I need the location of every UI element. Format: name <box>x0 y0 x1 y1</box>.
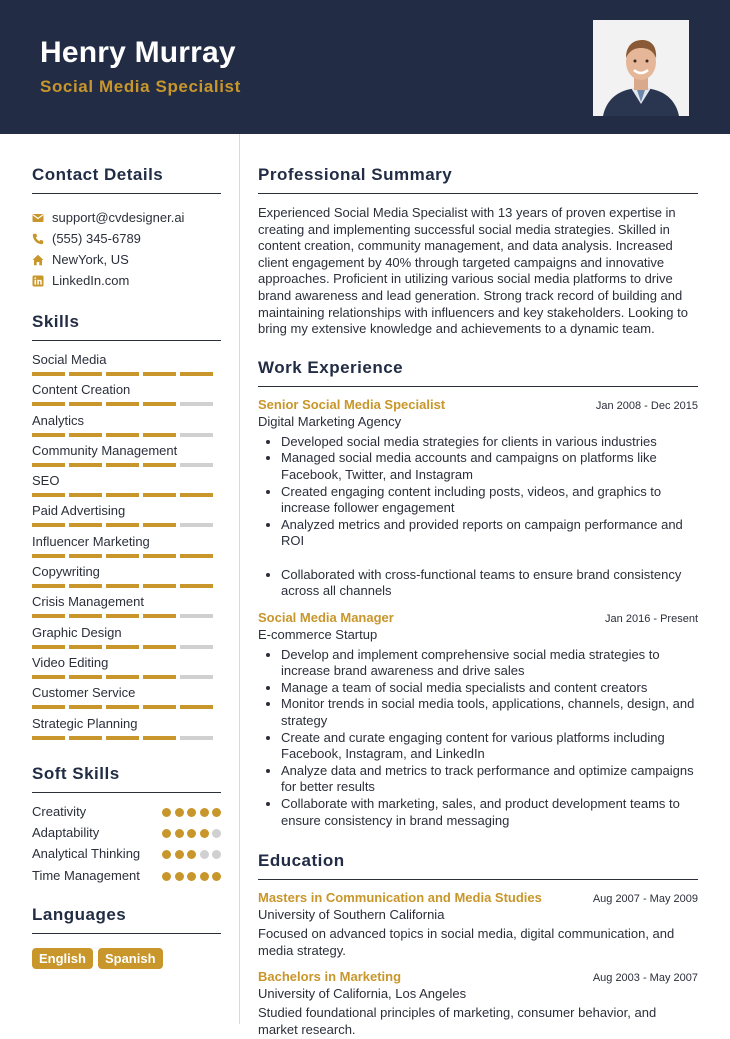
contact-phone-text: (555) 345-6789 <box>52 231 141 246</box>
job-entry <box>258 397 698 600</box>
rating-dot <box>162 829 171 838</box>
candidate-name: Henry Murray <box>40 36 236 69</box>
skill-level-segment <box>69 493 102 497</box>
skill-level-segment <box>180 523 213 527</box>
skill-level-bar <box>32 402 221 406</box>
soft-skill-rating <box>159 850 222 859</box>
rating-dot <box>212 829 221 838</box>
skill-label: Social Media <box>32 352 107 367</box>
soft-skill-label: Adaptability <box>32 824 100 840</box>
skill-level-segment <box>69 736 102 740</box>
skill-item <box>32 534 221 564</box>
contact-phone <box>32 228 221 249</box>
rating-dot <box>187 872 196 881</box>
skill-level-segment <box>106 493 139 497</box>
skill-level-bar <box>32 584 221 588</box>
skill-item <box>32 625 221 655</box>
rating-dot <box>162 850 171 859</box>
skill-level-segment <box>32 645 65 649</box>
skill-level-bar <box>32 554 221 558</box>
skill-level-segment <box>69 372 102 376</box>
skill-level-segment <box>143 705 176 709</box>
school-name: University of Southern California <box>258 907 445 923</box>
skill-level-segment <box>106 523 139 527</box>
skill-item <box>32 594 221 624</box>
soft-skills-list <box>32 804 221 884</box>
skill-level-segment <box>32 372 65 376</box>
skill-level-segment <box>69 584 102 588</box>
skill-level-segment <box>106 736 139 740</box>
job-bullet: • Develop and implement comprehensive social media strategies to increase brand awareness and drive sales <box>281 647 698 680</box>
skill-level-segment <box>143 675 176 679</box>
skill-item <box>32 443 221 473</box>
education-entry <box>258 890 698 959</box>
contact-linkedin <box>32 270 221 291</box>
skill-level-segment <box>180 614 213 618</box>
job-bullet: • Collaborated with cross-functional teams to ensure brand consistency across all channels <box>281 567 698 600</box>
education-dates: Aug 2007 - May 2009 <box>592 893 698 906</box>
job-bullets <box>258 434 698 600</box>
skill-label: Customer Service <box>32 685 136 701</box>
skill-level-segment <box>106 705 139 709</box>
language-badge: Spanish <box>98 948 163 969</box>
skill-level-segment <box>32 705 65 709</box>
language-badge: English <box>32 948 93 969</box>
skill-level-segment <box>180 705 213 709</box>
skill-level-bar <box>32 736 221 740</box>
soft-skill-item <box>32 846 221 862</box>
skill-level-segment <box>69 645 102 649</box>
job-bullet: • Monitor trends in social media tools, applications, channels, design, and strategy <box>281 696 698 729</box>
experience-heading: Work Experience <box>258 358 698 387</box>
skill-level-segment <box>143 645 176 649</box>
soft-skill-rating <box>159 808 222 817</box>
skill-level-segment <box>32 675 65 679</box>
soft-skills-heading: Soft Skills <box>32 764 221 793</box>
skill-level-segment <box>69 614 102 618</box>
rating-dot <box>162 872 171 881</box>
skill-level-segment <box>69 523 102 527</box>
rating-dot <box>175 872 184 881</box>
phone-icon <box>32 233 44 245</box>
skill-level-segment <box>32 584 65 588</box>
skill-level-segment <box>106 675 139 679</box>
skill-level-segment <box>69 433 102 437</box>
skill-item <box>32 655 221 685</box>
soft-skill-label: Analytical Thinking <box>32 845 141 861</box>
rating-dot <box>187 850 196 859</box>
education-dates: Aug 2003 - May 2007 <box>592 972 698 985</box>
candidate-role: Social Media Specialist <box>40 77 241 96</box>
right-column <box>258 134 698 1039</box>
skill-level-bar <box>32 433 221 437</box>
job-bullet: • Create and curate engaging content for various platforms including Facebook, Instagram, and LinkedIn <box>281 730 698 763</box>
skill-level-segment <box>143 402 176 406</box>
skill-level-segment <box>143 554 176 558</box>
skill-level-bar <box>32 614 221 618</box>
skill-level-segment <box>69 675 102 679</box>
summary-text: Experienced Social Media Specialist with 13 years of proven expertise in creating and implementing successful social media strategies. Skilled in content creation, community management, and data analysis. Increased client engagement by 40% through targeted campaigns and innovative approaches. Proficient in utilizing various social media platforms to drive brand awareness and lead generation. Strong track record of building and maintaining relationships with influencers and key stakeholders. Looking to bring my extensive knowledge and achievements to a dynamic team. <box>258 205 688 337</box>
job-company: Digital Marketing Agency <box>258 413 402 429</box>
job-dates: Jan 2008 - Dec 2015 <box>595 399 698 412</box>
contact-email-text[interactable]: support@cvdesigner.ai <box>52 210 185 225</box>
skill-label: Crisis Management <box>32 594 144 610</box>
job-bullet: • Developed social media strategies for clients in various industries <box>281 434 698 451</box>
rating-dot <box>212 808 221 817</box>
skill-level-segment <box>106 463 139 467</box>
home-icon <box>32 254 44 266</box>
job-dates: Jan 2016 - Present <box>605 612 698 625</box>
job-bullet: • Collaborate with marketing, sales, and product development teams to ensure consistency in brand messaging <box>281 796 698 829</box>
job-bullets <box>258 647 698 830</box>
job-bullet: • Manage a team of social media specialists and content creators <box>281 680 698 697</box>
skill-item <box>32 352 221 382</box>
rating-dot <box>212 850 221 859</box>
languages-list <box>32 948 221 969</box>
skill-level-segment <box>106 584 139 588</box>
skill-level-segment <box>32 402 65 406</box>
soft-skill-rating <box>159 872 222 881</box>
rating-dot <box>200 829 209 838</box>
skill-item <box>32 473 221 503</box>
skill-level-segment <box>143 372 176 376</box>
skill-level-segment <box>106 402 139 406</box>
envelope-icon <box>32 212 44 224</box>
skill-level-segment <box>32 554 65 558</box>
skill-item <box>32 382 221 412</box>
rating-dot <box>175 829 184 838</box>
rating-dot <box>175 850 184 859</box>
languages-heading: Languages <box>32 905 221 934</box>
skill-level-segment <box>143 463 176 467</box>
contact-heading: Contact Details <box>32 165 221 194</box>
skill-level-segment <box>180 554 213 558</box>
skills-heading: Skills <box>32 312 221 341</box>
rating-dot <box>212 872 221 881</box>
skill-item <box>32 564 221 594</box>
education-entry <box>258 969 698 1038</box>
skill-level-bar <box>32 493 221 497</box>
skill-level-segment <box>180 493 213 497</box>
rating-dot <box>187 829 196 838</box>
contact-linkedin-text[interactable]: LinkedIn.com <box>52 273 130 288</box>
education-description: Focused on advanced topics in social media, digital communication, and media strategy. <box>258 926 675 958</box>
skill-level-segment <box>32 614 65 618</box>
soft-skill-label: Creativity <box>32 803 87 819</box>
profile-photo <box>593 20 689 116</box>
skill-label: Video Editing <box>32 654 109 670</box>
skill-item <box>32 503 221 533</box>
skill-level-segment <box>69 705 102 709</box>
job-bullet: • Created engaging content including posts, videos, and graphics to increase follower engagement <box>281 484 698 517</box>
skill-item <box>32 413 221 443</box>
skill-level-segment <box>32 736 65 740</box>
linkedin-icon <box>32 275 44 287</box>
skill-level-segment <box>180 433 213 437</box>
skill-level-segment <box>32 463 65 467</box>
skill-level-segment <box>180 463 213 467</box>
skill-level-segment <box>69 402 102 406</box>
skill-level-segment <box>106 645 139 649</box>
skill-label: SEO <box>32 473 60 489</box>
contact-email <box>32 207 221 228</box>
soft-skill-item <box>32 868 221 884</box>
soft-skill-rating <box>159 829 222 838</box>
skill-label: Analytics <box>32 412 85 428</box>
skill-level-segment <box>143 614 176 618</box>
degree-title: Masters in Communication and Media Studies <box>258 890 542 906</box>
skill-level-segment <box>69 554 102 558</box>
skill-level-segment <box>143 433 176 437</box>
skill-label: Content Creation <box>32 382 131 398</box>
rating-dot <box>175 808 184 817</box>
school-name: University of California, Los Angeles <box>258 986 467 1002</box>
rating-dot <box>200 808 209 817</box>
skill-level-segment <box>143 736 176 740</box>
job-title: Social Media Manager <box>258 609 394 625</box>
job-bullet: • Analyzed metrics and provided reports on campaign performance and ROI <box>281 517 698 550</box>
job-title: Senior Social Media Specialist <box>258 396 446 412</box>
degree-title: Bachelors in Marketing <box>258 969 402 985</box>
job-company: E-commerce Startup <box>258 626 378 642</box>
skill-level-segment <box>106 433 139 437</box>
rating-dot <box>187 808 196 817</box>
skill-level-segment <box>180 675 213 679</box>
skill-level-bar <box>32 645 221 649</box>
skill-level-bar <box>32 463 221 467</box>
resume-header <box>0 0 730 134</box>
skill-label: Paid Advertising <box>32 503 126 519</box>
job-bullet: • Managed social media accounts and campaigns on platforms like Facebook, Twitter, and Instagram <box>281 450 698 483</box>
rating-dot <box>200 850 209 859</box>
skill-level-segment <box>180 736 213 740</box>
skill-level-segment <box>32 433 65 437</box>
skill-label: Strategic Planning <box>32 715 138 731</box>
skill-level-segment <box>143 493 176 497</box>
left-column <box>32 134 221 969</box>
skill-level-segment <box>32 493 65 497</box>
skill-level-segment <box>143 584 176 588</box>
skill-level-segment <box>32 523 65 527</box>
skill-label: Community Management <box>32 442 178 458</box>
skill-level-segment <box>106 372 139 376</box>
job-bullet: • Analyze data and metrics to track performance and optimize campaigns for better results <box>281 763 698 796</box>
rating-dot <box>162 808 171 817</box>
education-description: Studied foundational principles of marketing, consumer behavior, and market research. <box>258 1005 657 1037</box>
contact-location-text: NewYork, US <box>52 252 129 267</box>
skill-level-segment <box>143 523 176 527</box>
soft-skill-item <box>32 825 221 841</box>
skill-level-bar <box>32 372 221 376</box>
skill-level-segment <box>106 554 139 558</box>
skill-level-segment <box>180 584 213 588</box>
rating-dot <box>200 872 209 881</box>
skill-level-bar <box>32 675 221 679</box>
column-divider <box>239 134 240 1024</box>
skills-list <box>32 352 221 746</box>
skill-level-bar <box>32 523 221 527</box>
contact-list <box>32 207 221 291</box>
skill-item <box>32 685 221 715</box>
skill-item <box>32 716 221 746</box>
soft-skill-label: Time Management <box>32 867 140 883</box>
skill-level-segment <box>69 463 102 467</box>
summary-heading: Professional Summary <box>258 165 698 194</box>
skill-level-bar <box>32 705 221 709</box>
contact-location <box>32 249 221 270</box>
education-heading: Education <box>258 851 698 880</box>
skill-level-segment <box>180 645 213 649</box>
skill-label: Influencer Marketing <box>32 533 150 549</box>
skill-label: Graphic Design <box>32 624 122 640</box>
skill-level-segment <box>180 372 213 376</box>
skill-level-segment <box>180 402 213 406</box>
job-entry <box>258 610 698 830</box>
soft-skill-item <box>32 804 221 820</box>
skill-label: Copywriting <box>32 564 100 580</box>
skill-level-segment <box>106 614 139 618</box>
